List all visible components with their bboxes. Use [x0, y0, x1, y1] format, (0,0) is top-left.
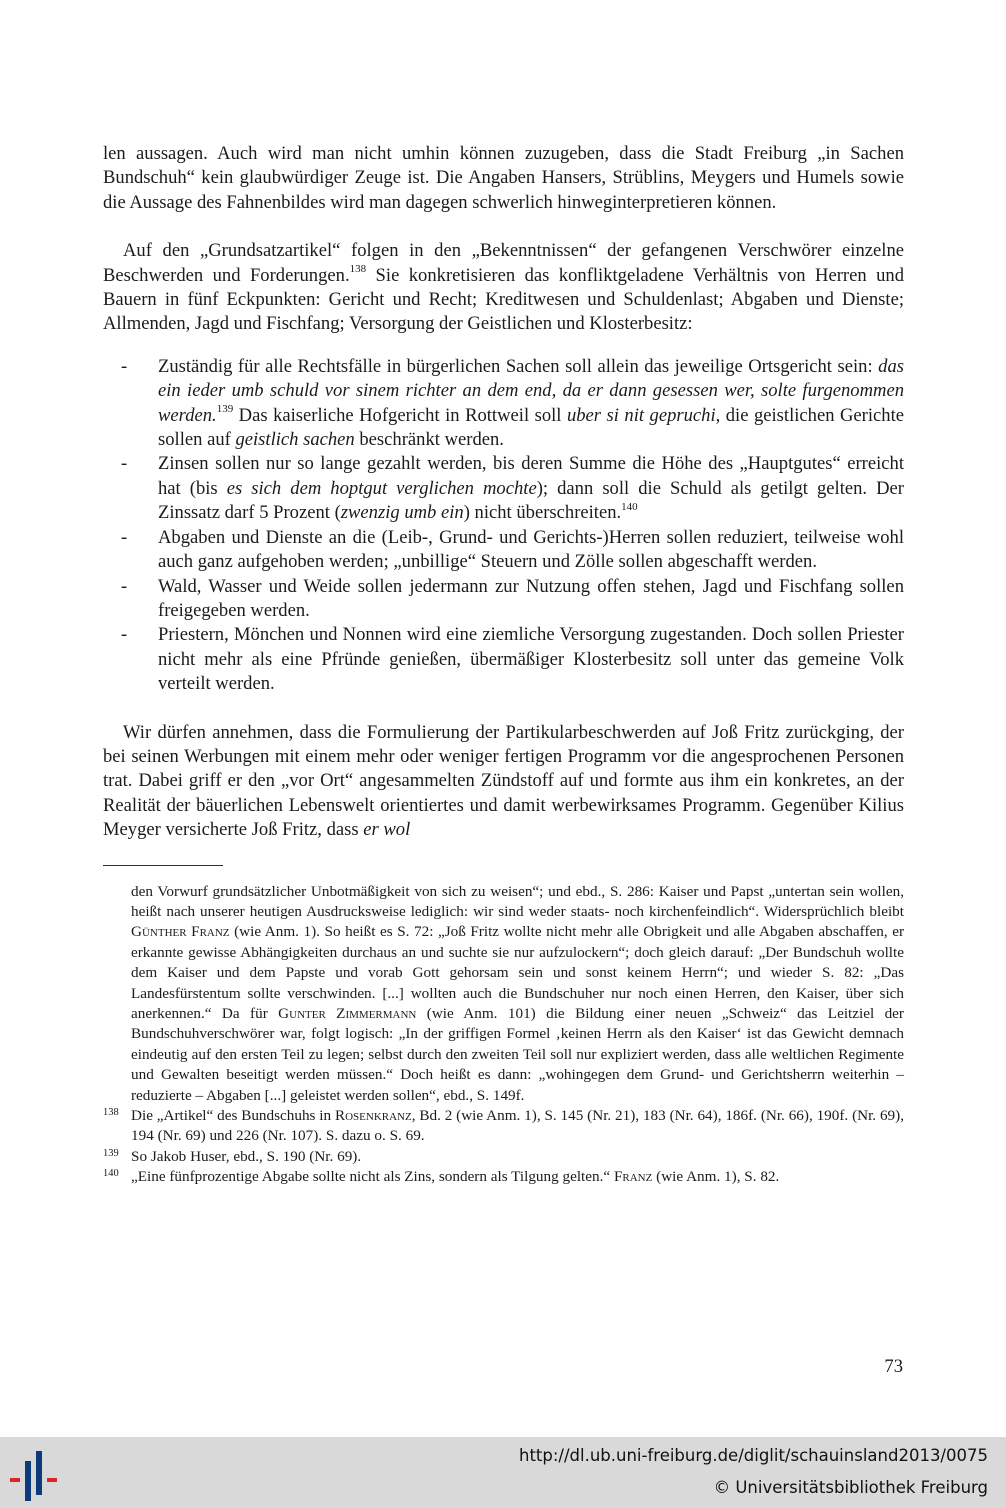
- copyright-text: © Universitätsbibliothek Freiburg: [713, 1478, 988, 1497]
- document-url-link[interactable]: http://dl.ub.uni-freiburg.de/diglit/schauinsland2013/0075: [518, 1446, 988, 1465]
- item-2-quote: es sich dem hoptgut verglichen mochte: [226, 477, 537, 499]
- item-1-quote-2: uber si nit gepruchi: [566, 404, 716, 426]
- footnote-ref-138[interactable]: 138: [349, 263, 367, 276]
- ub-freiburg-logo-icon[interactable]: [8, 1445, 64, 1503]
- item-5-text: Priestern, Mönchen und Nonnen wird eine ziemliche Versorgung zugestanden. Doch sollen Priester nicht mehr als eine Pfründe genießen, übermäßiger Klosterbesitz soll unter das gemeine Volk verteilt werden.: [158, 624, 904, 695]
- footnote-ref-139[interactable]: 139: [216, 403, 234, 416]
- paragraph-2-text-b: Sie konkretisieren das konfliktgeladene Verhältnis von Herren und Bauern in fünf Eckpunkten: Gericht und Recht; Kreditwesen und Schuldenlast; Abgaben und Dienste; Allmenden, Jagd und Fischfang; Versorgung der Geistlichen und Klosterbesitz:: [103, 264, 904, 335]
- author-name-franz: Günther Franz: [131, 923, 230, 941]
- list-dash: -: [121, 453, 128, 475]
- paragraph-3: [103, 721, 904, 843]
- list-item: [103, 623, 904, 696]
- footnote-140: [103, 1167, 904, 1187]
- list-item: [103, 452, 904, 525]
- item-1-quote-3: geistlich sachen: [235, 429, 355, 451]
- list-dash: -: [121, 575, 128, 597]
- author-name-zimmermann: Gunter Zimmermann: [278, 1005, 417, 1022]
- footnote-138-text-b: , Bd. 2 (wie Anm. 1), S. 145 (Nr. 21), 183 (Nr. 64), 186f. (Nr. 66), 190f. (Nr. 69), 194 (Nr. 69) und 226 (Nr. 107). S. dazu o. S. 69.: [131, 1107, 904, 1145]
- list-item: [103, 526, 904, 575]
- paragraph-2: [103, 239, 904, 337]
- page-number: 73: [884, 1356, 903, 1377]
- list-item: [103, 575, 904, 624]
- list-dash: -: [121, 526, 128, 548]
- item-1-quote: das ein ieder umb schuld vor sinem richter an dem end, da er dann gesessen wer, solte furgenommen werden.: [158, 355, 904, 426]
- item-1-text-d: beschränkt werden.: [354, 429, 504, 451]
- footnote-number: 139: [103, 1147, 119, 1159]
- item-2-quote-2: zwenzig umb ein: [340, 502, 464, 524]
- footnote-138: [103, 1106, 904, 1147]
- author-name-franz-short: Franz: [613, 1168, 653, 1186]
- paragraph-3-quote: er wol: [363, 819, 411, 841]
- footnote-140-text-b: (wie Anm. 1), S. 82.: [652, 1168, 780, 1186]
- item-1-text: Zuständig für alle Rechtsfälle in bürgerlichen Sachen soll allein das jeweilige Ortsgericht sein:: [158, 355, 879, 377]
- item-1-text-c: , die geistlichen Gerichte sollen auf: [158, 404, 904, 451]
- paragraph-2-text-a: Auf den „Grundsatzartikel“ folgen in den „Bekenntnissen“ der gefangenen Verschwörer einzelne Beschwerden und Forderungen.: [103, 240, 904, 286]
- footnote-continuation: [131, 882, 904, 1106]
- item-4-text: Wald, Wasser und Weide sollen jedermann zur Nutzung offen stehen, Jagd und Fischfang sollen freigegeben werden.: [158, 575, 904, 621]
- footnote-138-text-a: Die „Artikel“ des Bundschuhs in: [131, 1107, 335, 1125]
- item-2-text: Zinsen sollen nur so lange gezahlt werden, bis deren Summe die Höhe des „Hauptgutes“ erreicht hat (bis: [158, 453, 904, 499]
- list-item: [103, 355, 904, 453]
- footnote-number: 140: [103, 1168, 119, 1180]
- paragraph-3-text: Wir dürfen annehmen, dass die Formulierung der Partikularbeschwerden auf Joß Fritz zurückging, der bei seinen Werbungen mit einem mehr oder weniger fertigen Programm vor die angesprochenen Personen trat. Dabei griff er den „vor Ort“ angesammelten Zündstoff auf und formte aus ihm ein konkretes, an der Realität der bäuerlichen Lebenswelt orientiertes und damit werbewirksames Programm. Gegenüber Kilius Meyger versicherte Joß Fritz, dass: [103, 721, 904, 841]
- footnote-140-text-a: „Eine fünfprozentige Abgabe sollte nicht als Zins, sondern als Tilgung gelten.“: [131, 1168, 614, 1186]
- footnote-139: [103, 1147, 904, 1167]
- item-3-text: Abgaben und Dienste an die (Leib-, Grund- und Gerichts-)Herren sollen reduziert, teilweise wohl auch ganz aufgehoben werden; „unbillige“ Steuern und Zölle sollen abgeschafft werden.: [158, 526, 904, 573]
- footnote-divider: [103, 865, 223, 866]
- footnote-cont-text-b: (wie Anm. 1). So heißt es S. 72: „Joß Fritz wollte nicht mehr alle Obrigkeit und alle Abgaben abschaffen, er erkannte gewisse Abhängigkeiten durchaus an und suchte sie nur aufzulockern“; doch gleich darauf: „Der Bundschuh wollte dem Kaiser und dem Papste und vorab Gott gehorsam sein und sonst keinem Herrn“; und wieder S. 82: „Das Landesfürstentum sollte verschwinden. [...] wollten auch die Bundschuher nur noch einen Herren, den Kaiser, über sich anerkennen.“ Da für: [131, 923, 904, 1022]
- footer-bar: [0, 1437, 1006, 1508]
- footnote-ref-140[interactable]: 140: [621, 501, 638, 514]
- author-name-rosenkranz: Rosenkranz: [334, 1107, 412, 1125]
- footnote-cont-text-a: den Vorwurf grundsätzlicher Unbotmäßigkeit von sich zu weisen“; und ebd., S. 286: Kaiser und Papst „untertan sein wollen, heißt nach unserer heutigen Ausdrucksweise lediglich: wir sind weder staats- noch kirchenfeindlich“. Widersprüchlich bleibt: [131, 882, 904, 920]
- item-2-text-b: ); dann soll die Schuld als getilgt gelten. Der Zinssatz darf 5 Prozent (: [158, 477, 904, 524]
- item-1-text-b: Das kaiserliche Hofgericht in Rottweil soll: [233, 404, 567, 426]
- item-2-text-c: ) nicht überschreiten.: [463, 502, 622, 524]
- demands-list: [103, 355, 904, 697]
- footnote-139-text: So Jakob Huser, ebd., S. 190 (Nr. 69).: [131, 1147, 362, 1165]
- footnote-number: 138: [103, 1107, 119, 1119]
- list-dash: -: [121, 355, 128, 377]
- list-dash: -: [121, 624, 128, 646]
- paragraph-1: len aussagen. Auch wird man nicht umhin können zuzugeben, dass die Stadt Freiburg „in Sachen Bundschuh“ kein glaubwürdiger Zeuge ist. Die Angaben Hansers, Strüblins, Meygers und Humels sowie die Aussage des Fahnenbildes wird man dagegen schwerlich hinweginterpretieren können.: [103, 143, 904, 213]
- page-content: [103, 142, 904, 1188]
- footnote-cont-text-c: (wie Anm. 101) die Bildung einer neuen „Schweiz“ das Leitziel der Bundschuhverschwörer war, folgt logisch: „In der griffigen Formel ‚keinen Herrn als den Kaiser‘ ist das Gewicht demnach eindeutig auf den ersten Teil zu legen; selbst durch den zweiten Teil soll nur expliziert werden, dass alle weltlichen Regimente und Gewalten beseitigt werden müssen.“ Doch heißt es dann: „wohingegen dem Grund- und Gerichtsherrn weiterhin – reduzierte – Abgaben [...] geleistet werden sollen“, ebd., S. 149f.: [131, 1005, 904, 1104]
